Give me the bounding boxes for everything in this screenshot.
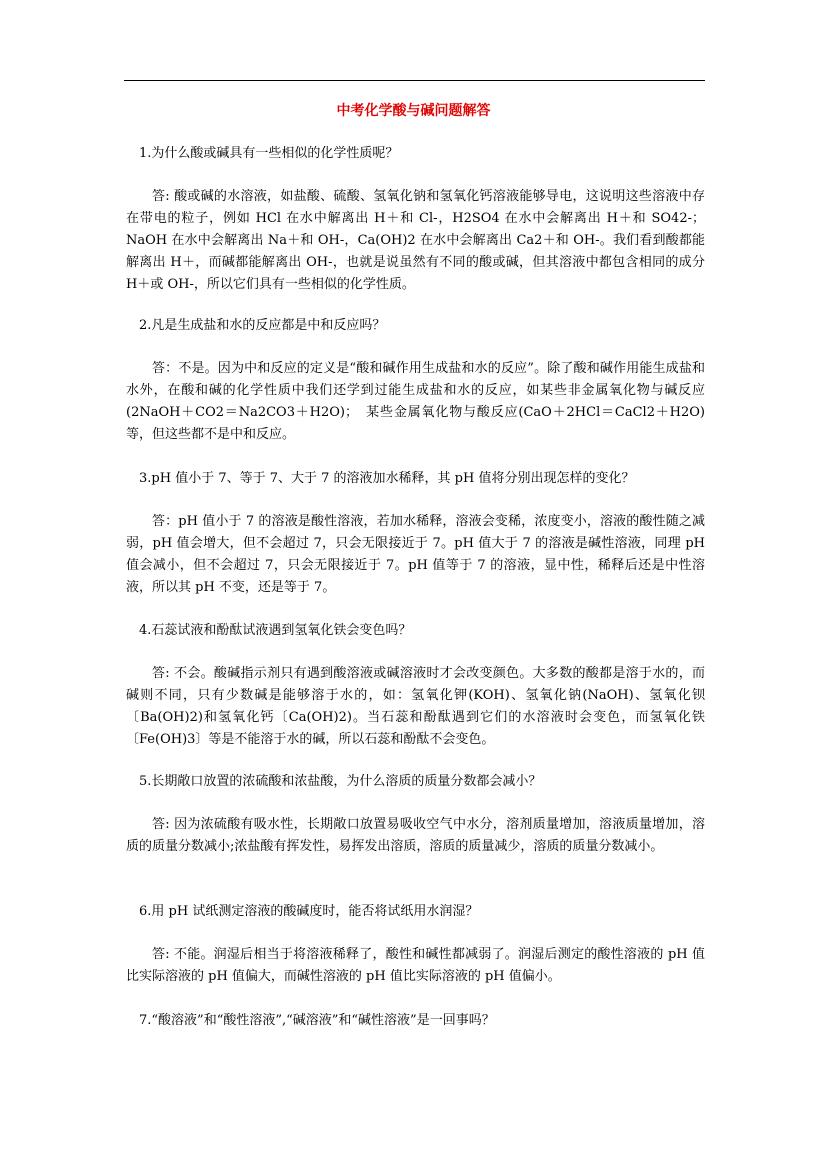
answer-6: 答: 不能。润湿后相当于将溶液稀释了，酸性和碱性都减弱了。润湿后测定的酸性溶液的 pH 值比实际溶液的 pH 值偏大，而碱性溶液的 pH 值比实际溶液的 pH 值偏小。 (126, 947, 705, 984)
question-1: 1.为什么酸或碱具有一些相似的化学性质呢？ (139, 146, 399, 161)
document-title: 中考化学酸与碱问题解答 (336, 103, 491, 119)
answer-1: 答: 酸或碱的水溶液，如盐酸、硫酸、氢氧化钠和氢氧化钙溶液能够导电，这说明这些溶液中存在带电的粒子，例如 HCl 在水中解离出 H＋和 Cl-，H2SO4 在水中会解离出 H＋和 SO42-；NaOH 在水中会解离出 Na＋和 OH-，Ca(OH)2 在水中会解离出 Ca2＋和 OH-。我们看到酸都能解离出 H＋，而碱都能解离出 OH-，也就是说虽然有不同的酸或碱，但其溶液中都包含相同的成分 H＋或 OH-，所以它们具有一些相似的化学性质。 (126, 189, 705, 292)
question-2: 2.凡是生成盐和水的反应都是中和反应吗？ (139, 318, 386, 333)
answer-3: 答：pH 值小于 7 的溶液是酸性溶液，若加水稀释，溶液会变稀，浓度变小，溶液的酸性随之减弱，pH 值会增大，但不会超过 7，只会无限接近于 7。pH 值大于 7 的溶液是碱性溶液，同理 pH 值会减小，但不会超过 7，只会无限接近于 7。pH 值等于 7 的溶液，显中性，稀释后还是中性溶液，所以其 pH 不变，还是等于 7。 (126, 514, 705, 595)
header-rule (124, 80, 705, 81)
question-5: 5.长期敞口放置的浓硫酸和浓盐酸，为什么溶质的质量分数都会减小？ (139, 774, 542, 789)
question-7: 7.“酸溶液”和“酸性溶液”,“碱溶液”和“碱性溶液”是一回事吗？ (139, 1013, 495, 1028)
answer-5: 答: 因为浓硫酸有吸水性，长期敞口放置易吸收空气中水分，溶剂质量增加，溶液质量增加，溶质的质量分数减小;浓盐酸有挥发性，易挥发出溶质，溶质的质量减少，溶质的质量分数减小。 (126, 817, 705, 854)
answer-2: 答：不是。因为中和反应的定义是“酸和碱作用生成盐和水的反应”。除了酸和碱作用能生成盐和水外，在酸和碱的化学性质中我们还学到过能生成盐和水的反应，如某些非金属氧化物与碱反应(2NaOH＋CO2＝Na2CO3＋H2O)； 某些金属氧化物与酸反应(CaO＋2HCl＝CaCl2＋H2O)等，但这些都不是中和反应。 (126, 361, 705, 442)
question-6: 6.用 pH 试纸测定溶液的酸碱度时，能否将试纸用水润湿？ (139, 904, 479, 919)
question-4: 4.石蕊试液和酚酞试液遇到氢氧化铁会变色吗？ (139, 623, 412, 638)
question-3: 3.pH 值小于 7、等于 7、大于 7 的溶液加水稀释，其 pH 值将分别出现怎样的变化？ (139, 471, 635, 486)
answer-4: 答: 不会。酸碱指示剂只有遇到酸溶液或碱溶液时才会改变颜色。大多数的酸都是溶于水的，而碱则不同，只有少数碱是能够溶于水的，如：氢氧化钾(KOH)、氢氧化钠(NaOH)、氢氧化钡〔Ba(OH)2)和氢氧化钙〔Ca(OH)2)。当石蕊和酚酞遇到它们的水溶液时会变色，而氢氧化铁〔Fe(OH)3〕等是不能溶于水的碱，所以石蕊和酚酞不会变色。 (126, 666, 705, 747)
